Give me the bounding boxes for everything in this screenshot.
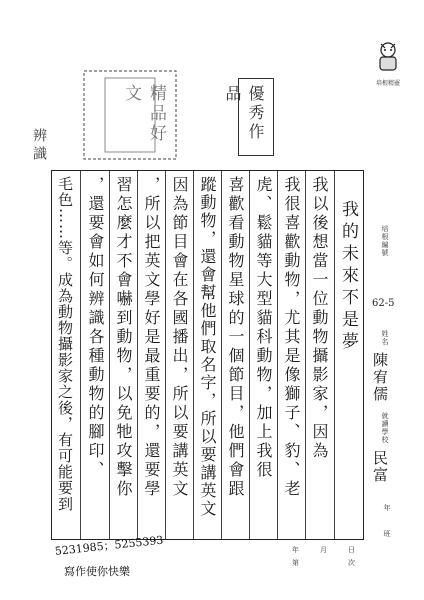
publisher-logo: [372, 40, 404, 87]
essay-column: 我以後想當一位動物攝影家，因為: [310, 176, 329, 461]
essay-column: ，所以把英文學好是最重要的，還要學: [142, 176, 161, 499]
essay-column: 蹤動物，還會幫他們取名字，所以要講英文: [198, 176, 217, 518]
essay-column: ，還要會如何辨識各種動物的腳印、: [86, 176, 105, 480]
code-label: 培根編號: [381, 225, 389, 257]
year-label: 年: [292, 546, 299, 554]
grade-label: 年: [383, 504, 391, 512]
keyword-codes: 5231985；5255393: [54, 533, 164, 558]
essay-column: 我很喜歡動物，尤其是像獅子、豹、老: [282, 176, 301, 499]
essay-column: 喜歡看動物星球的一個節目，他們會跟: [226, 176, 245, 499]
name-label: 姓名: [381, 330, 389, 346]
essay-column: 毛色……等。成為動物攝影家之後，有可能要到: [56, 176, 74, 512]
quality-stamp: [83, 70, 177, 160]
count-suffix-label: 次: [348, 559, 355, 567]
month-label: 月: [320, 546, 327, 554]
essay-title: 我的未來不是夢: [338, 200, 358, 354]
code-value: 62-5: [372, 298, 395, 309]
essay-column: 因為節目會在各國播出，所以要講英文: [170, 176, 189, 499]
logo-text: 培根精靈: [375, 80, 400, 87]
slogan: 寫作使你快樂: [64, 565, 130, 578]
essay-column: 虎、鬆貓等大型貓科動物，加上我很: [254, 176, 273, 480]
class-label: 班: [383, 530, 391, 538]
count-prefix-label: 第: [292, 559, 299, 567]
teacher-comment: 辨識: [31, 128, 47, 164]
school-label: 就讀學校: [381, 412, 389, 444]
essay-column: 習怎麼才不會嚇到動物，以免牠攻擊你: [114, 176, 133, 499]
school-value: 民富: [371, 450, 389, 484]
mascot-icon: [372, 40, 404, 74]
name-value: 陳宥儒: [371, 352, 389, 403]
excellent-work-text: 優秀作品: [223, 85, 265, 142]
quality-stamp-text: 精品好文: [121, 84, 166, 144]
excellent-work-stamp: [223, 78, 274, 156]
day-label: 日: [348, 546, 355, 554]
